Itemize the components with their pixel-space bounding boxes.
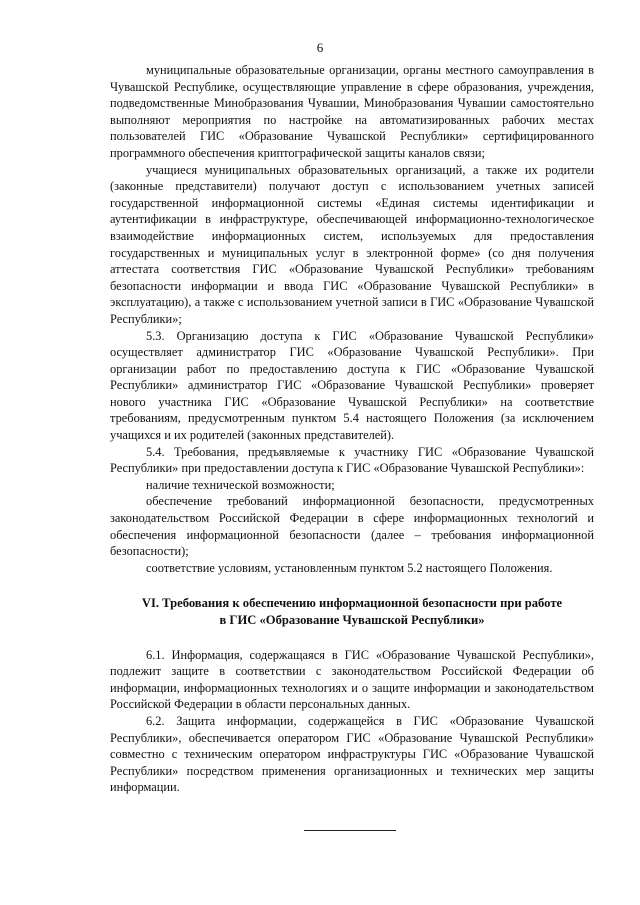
- paragraph: наличие технической возможности;: [146, 477, 335, 492]
- paragraph: 6.2. Защита информации, содержащейся в ГИС «Образование Чувашской Республики», обеспечивается оператором ГИС «Образование Чувашской Республики» совместно с техническим оператором инфраструктуры ГИС «Образование Чувашской Республики» посредством применения организационных и технических мер защиты информации.: [110, 713, 594, 795]
- paragraph: обеспечение требований информационной безопасности, предусмотренных законодательством Российской Федерации в сфере информационных технологий и обеспечения информационной безопасности (далее – требования информационной безопасности);: [110, 494, 594, 559]
- paragraph: 6.1. Информация, содержащаяся в ГИС «Образование Чувашской Республики», подлежит защите в соответствии с законодательством Российской Федерации об информации, информационных технологиях и о защите информации и законодательством Российской Федерации в области персональных данных.: [110, 647, 594, 712]
- paragraph: соответствие условиям, установленным пунктом 5.2 настоящего Положения.: [146, 560, 553, 575]
- page-number: 6: [316, 40, 324, 55]
- paragraph: учащиеся муниципальных образовательных организаций, а также их родители (законные представители) получают доступ с использованием учетных записей государственной информационной системы «Единая системы идентификации и аутентификации в инфраструктуре, обеспечивающей информационно-технологическое взаимодействие информационных систем, используемых для предоставления государственных и муниципальных услуг в электронной форме» (со дня получения аттестата соответствия ГИС «Образование Чувашской Республики» требованиям безопасности информации и ввода ГИС «Образование Чувашской Республики» в эксплуатацию), а также с использованием учетной записи в ГИС «Образование Чувашской Республики»;: [110, 162, 594, 326]
- section-heading: [110, 595, 594, 628]
- document-body: [110, 62, 594, 796]
- section-heading-line: в ГИС «Образование Чувашской Республики»: [219, 613, 485, 627]
- separator-line: [304, 830, 396, 831]
- paragraph: муниципальные образовательные организации, органы местного самоуправления в Чувашской Республике, осуществляющие управление в сфере образования, учреждения, подведомственные Минобразования Чувашии, Минобразования Чувашии самостоятельно выполняют мероприятия по настройке на автоматизированных рабочих местах пользователей ГИС «Образование Чувашской Республики» сертифицированного программного обеспечения криптографической защиты каналов связи;: [110, 63, 594, 160]
- paragraph: 5.4. Требования, предъявляемые к участнику ГИС «Образование Чувашской Республики» при предоставлении доступа к ГИС «Образование Чувашской Республики»:: [110, 444, 594, 476]
- section-heading-line: VI. Требования к обеспечению информационной безопасности при работе: [141, 596, 563, 611]
- paragraph: 5.3. Организацию доступа к ГИС «Образование Чувашской Республики» осуществляет администратор ГИС «Образование Чувашской Республики». При организации работ по предоставлению доступа к ГИС «Образование Чувашской Республики» администратор ГИС «Образование Чувашской Республики» проверяет нового участника ГИС «Образование Чувашской Республики» на соответствие требованиям, предусмотренным пунктом 5.4 настоящего Положения (за исключением учащихся и их родителей (законных представителей).: [110, 328, 594, 443]
